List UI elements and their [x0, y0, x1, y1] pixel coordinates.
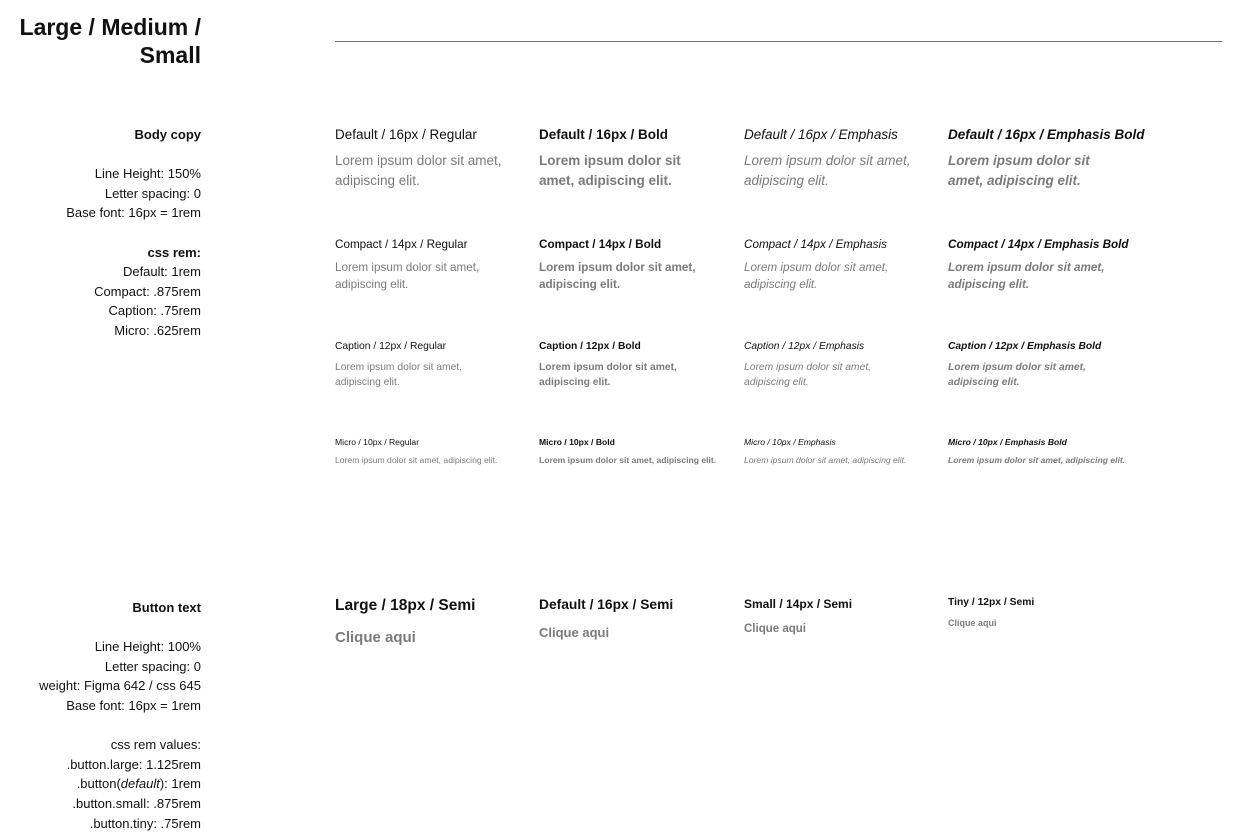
- sample-text: Lorem ipsum dolor sit amet, adipiscing elit.: [539, 153, 681, 188]
- button-sample-large: [335, 596, 525, 648]
- style-label: Caption / 12px / Regular: [335, 341, 447, 352]
- type-sample-caption-emphasis: [744, 340, 934, 390]
- style-label: Compact / 14px / Emphasis Bold: [948, 238, 1129, 251]
- button-sample-text: Clique aqui: [948, 618, 997, 628]
- sample-text: Lorem ipsum dolor sit amet, adipiscing elit.: [335, 362, 463, 388]
- button-text-heading: Button text: [132, 600, 201, 615]
- body-rem-heading: css rem:: [147, 244, 201, 260]
- sample-text: Lorem ipsum dolor sit amet, adipiscing elit.: [948, 261, 1105, 291]
- type-sample-micro-emphasis-bold: [948, 436, 1138, 466]
- rem-caption: Caption: .75rem: [108, 303, 201, 319]
- type-sample-compact-emphasis-bold: [948, 237, 1208, 293]
- style-label: Compact / 14px / Bold: [539, 238, 662, 251]
- style-label: Default / 16px / Regular: [335, 127, 477, 142]
- sample-text: Lorem ipsum dolor sit amet, adipiscing elit.: [539, 455, 717, 465]
- sample-text: Lorem ipsum dolor sit amet, adipiscing elit.: [539, 261, 696, 291]
- button-sample-text: Clique aqui: [539, 625, 610, 640]
- rem-button-default-em: default: [120, 776, 160, 792]
- type-sample-micro-emphasis: [744, 436, 934, 466]
- rem-button-tiny: .button.tiny: .75rem: [89, 815, 201, 831]
- type-sample-caption-regular: [335, 340, 525, 390]
- sample-text: Lorem ipsum dolor sit amet, adipiscing elit.: [948, 153, 1090, 188]
- button-letter-spacing: Letter spacing: 0: [104, 658, 201, 674]
- rem-button-default-suffix: ): 1rem: [159, 776, 201, 792]
- style-label: Default / 16px / Emphasis Bold: [948, 127, 1145, 142]
- style-label: Micro / 10px / Bold: [539, 437, 615, 447]
- style-label: Default / 16px / Emphasis: [744, 127, 898, 142]
- body-copy-spec: [0, 125, 201, 341]
- type-sample-compact-emphasis: [744, 237, 934, 293]
- rem-button-default: [0, 774, 201, 794]
- sample-text: Lorem ipsum dolor sit amet, adipiscing elit.: [335, 455, 498, 465]
- rem-button-small: .button.small: .875rem: [72, 795, 201, 811]
- type-sample-default-bold: [539, 126, 729, 191]
- button-text-spec: [0, 598, 201, 833]
- rem-button-default-prefix: .button(: [76, 776, 121, 792]
- style-label: Compact / 14px / Emphasis: [744, 238, 887, 251]
- button-weight: weight: Figma 642 / css 645: [39, 678, 201, 694]
- body-letter-spacing: Letter spacing: 0: [104, 185, 201, 201]
- rem-default: Default: 1rem: [122, 264, 201, 280]
- title-divider: [335, 41, 1222, 42]
- style-label: Micro / 10px / Emphasis: [744, 437, 836, 447]
- type-sample-caption-emphasis-bold: [948, 340, 1208, 390]
- type-sample-compact-regular: [335, 237, 525, 293]
- type-sample-micro-bold: [539, 436, 729, 466]
- button-sample-small: [744, 596, 934, 637]
- style-label: Micro / 10px / Emphasis Bold: [948, 437, 1067, 447]
- page-title: Large / Medium / Small: [19, 14, 201, 68]
- sample-text: Lorem ipsum dolor sit amet, adipiscing elit.: [744, 261, 889, 291]
- body-base-font: Base font: 16px = 1rem: [66, 205, 201, 221]
- sample-text: Lorem ipsum dolor sit amet, adipiscing elit.: [744, 153, 911, 188]
- button-sample-default: [539, 596, 729, 642]
- sample-text: Lorem ipsum dolor sit amet, adipiscing elit.: [539, 362, 677, 388]
- button-base-font: Base font: 16px = 1rem: [66, 697, 201, 713]
- type-sample-default-emphasis-bold: [948, 126, 1208, 191]
- style-label: Micro / 10px / Regular: [335, 437, 420, 447]
- style-label: Caption / 12px / Emphasis Bold: [948, 341, 1102, 352]
- sample-text: Lorem ipsum dolor sit amet, adipiscing elit.: [335, 153, 502, 188]
- rem-compact: Compact: .875rem: [94, 283, 201, 299]
- type-sample-default-regular: [335, 126, 525, 191]
- button-rem-heading: css rem values:: [110, 737, 201, 753]
- sample-text: Lorem ipsum dolor sit amet, adipiscing elit.: [948, 455, 1126, 465]
- button-sample-tiny: [948, 596, 1138, 629]
- button-style-label: Default / 16px / Semi: [539, 597, 674, 612]
- rem-micro: Micro: .625rem: [114, 322, 201, 338]
- button-line-height: Line Height: 100%: [94, 639, 201, 655]
- type-sample-caption-bold: [539, 340, 729, 390]
- button-sample-text: Clique aqui: [744, 623, 806, 635]
- button-style-label: Large / 18px / Semi: [335, 597, 476, 614]
- style-label: Caption / 12px / Emphasis: [744, 341, 865, 352]
- body-line-height: Line Height: 150%: [94, 166, 201, 182]
- type-sample-compact-bold: [539, 237, 729, 293]
- body-copy-heading: Body copy: [134, 127, 201, 142]
- type-sample-micro-regular: [335, 436, 525, 466]
- sample-text: Lorem ipsum dolor sit amet, adipiscing elit.: [744, 455, 907, 465]
- rem-button-large: .button.large: 1.125rem: [66, 756, 201, 772]
- style-label: Compact / 14px / Regular: [335, 238, 468, 251]
- sample-text: Lorem ipsum dolor sit amet, adipiscing elit.: [335, 261, 480, 291]
- sample-text: Lorem ipsum dolor sit amet, adipiscing elit.: [744, 362, 872, 388]
- style-label: Caption / 12px / Bold: [539, 341, 641, 352]
- style-label: Default / 16px / Bold: [539, 127, 669, 142]
- button-style-label: Small / 14px / Semi: [744, 597, 853, 611]
- button-sample-text: Clique aqui: [335, 629, 416, 646]
- button-style-label: Tiny / 12px / Semi: [948, 597, 1035, 608]
- sample-text: Lorem ipsum dolor sit amet, adipiscing elit.: [948, 362, 1086, 388]
- type-sample-default-emphasis: [744, 126, 934, 191]
